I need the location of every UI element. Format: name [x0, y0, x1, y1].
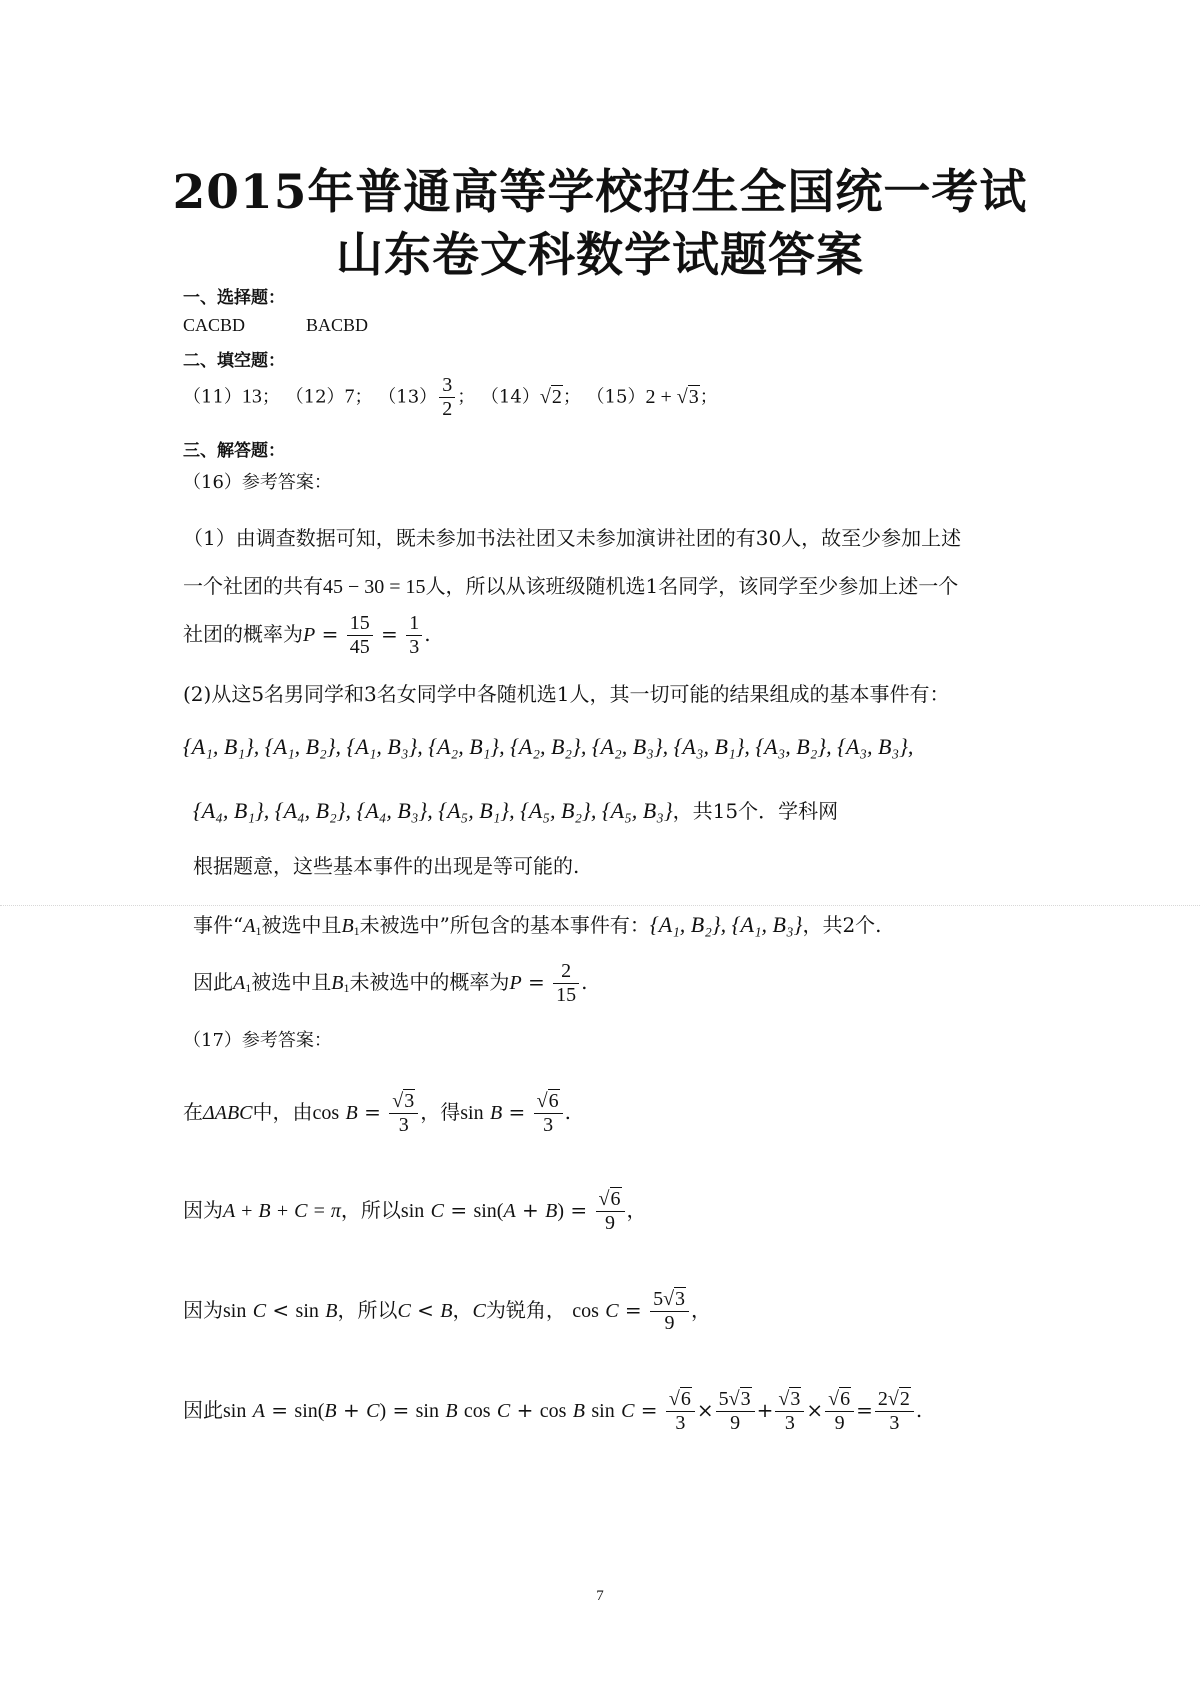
- q16-p1-text-a: 一个社团的共有: [183, 574, 323, 598]
- fill-answers: [183, 374, 718, 421]
- semicolon: ；: [562, 386, 581, 408]
- q16-p2-event-sets: {A₁, B₂}, {A₁, B₃}: [649, 912, 803, 937]
- numerator: 15: [347, 612, 373, 636]
- q16-p1-line3: 社团的概率为P = $\frac{15}{45}$ = $\frac{1}{3}$ .: [183, 612, 431, 658]
- q16-p2-line4: 根据题意，这些基本事件的出现是等可能的.: [193, 854, 580, 878]
- frac-result: $\frac{2√2}{3}$: [875, 1388, 914, 1435]
- q16-p1-expression: 45 − 30 = 15: [323, 576, 426, 598]
- text: 被选中且: [261, 913, 342, 937]
- text: ，所以: [337, 1298, 398, 1322]
- q17-line4: 因此sin A = sin(B + C) = sin B cos C + cos B sin C = $\frac{√6}{3}$ × $\frac{5√3}{9}$ + $\frac{√3}{3}$ × $\frac{√6}{9}$ = $\frac{2√2}{3}$ .: [183, 1388, 923, 1434]
- title-line-2: 山东卷文科数学试题答案: [336, 228, 864, 283]
- semicolon: ；: [457, 386, 476, 408]
- q17-line2: 因为A + B + C = π，所以sin C = sin(A + B) = $\frac{√6}{9}$ ，: [183, 1188, 647, 1234]
- q16-p1-line2: [183, 576, 958, 597]
- q11-label: （11）: [183, 386, 242, 408]
- q16-p2-line1: (2)从这5名男同学和3名女同学中各随机选1人，其一切可能的结果组成的基本事件有：: [183, 682, 950, 706]
- scan-dotted-line: [0, 905, 1200, 906]
- text: 因此: [183, 1398, 223, 1422]
- text: ，所以: [340, 1198, 401, 1222]
- numerator: 2: [553, 960, 579, 984]
- triangle-abc: ΔABC: [203, 1102, 253, 1124]
- text: 为锐角，: [485, 1298, 566, 1322]
- text: 被选中且: [251, 970, 332, 994]
- text: 中，由: [252, 1100, 313, 1124]
- q17-line1: 在ΔABC中，由cos B = $\frac{√3}{3}$ ，得sin B = $\frac{√6}{3}$ .: [183, 1090, 571, 1136]
- q13-fraction: [439, 374, 455, 421]
- denominator: 15: [556, 984, 577, 1006]
- text: 因此: [193, 970, 233, 994]
- choice-answers-1-5: CACBD: [183, 315, 246, 335]
- denominator: 3: [409, 636, 420, 658]
- q15-answer: 2 + √3: [645, 385, 699, 408]
- q16-p2-sets-line1: {A₁, B₁}, {A₁, B₂}, {A₁, B₃}, {A₂, B₁}, {A₂, B₂}, {A₂, B₃}, {A₃, B₁}, {A₃, B₂}, {A₃, B₃},: [183, 734, 914, 759]
- text: 事件“: [193, 913, 244, 937]
- sinB-fraction: $\frac{√6}{3}$: [534, 1090, 563, 1137]
- frac-b: $\frac{5√3}{9}$: [716, 1388, 755, 1435]
- text: ，共2个.: [802, 913, 882, 937]
- title-line-1: 2015年普通高等学校招生全国统一考试: [172, 165, 1028, 220]
- sinC-fraction: $\frac{√6}{9}$: [596, 1188, 625, 1235]
- q16-p2-count: ，共15个．学科网: [672, 799, 839, 823]
- q16-p2-fraction: [553, 960, 579, 1007]
- q14-label: （14）: [480, 386, 540, 408]
- semicolon: ；: [261, 386, 280, 408]
- section-heading-solve: 三、解答题：: [183, 441, 285, 461]
- q13-denominator: 2: [442, 398, 453, 420]
- q15-radicand: 3: [688, 385, 699, 408]
- q13-numerator: 3: [439, 374, 455, 398]
- q16-p1-prob-text: 社团的概率为: [183, 622, 303, 646]
- choice-answers: [183, 316, 368, 334]
- text: 因为: [183, 1298, 223, 1322]
- q15-label: （15）: [586, 386, 646, 408]
- choice-answers-6-10: BACBD: [306, 315, 369, 335]
- q16-p1-fraction-1: [347, 612, 373, 659]
- frac-c: $\frac{√3}{3}$: [775, 1388, 804, 1435]
- q16-p2-sets-line2: [193, 800, 838, 822]
- semicolon: ；: [699, 386, 718, 408]
- text: 未被选中的概率为: [349, 970, 510, 994]
- q16-p2-line6: 因此$A_1$被选中且$B_1$未被选中的概率为P = $\frac{2}{15}$ .: [193, 960, 588, 1006]
- q16-label: （16）参考答案：: [183, 472, 332, 493]
- text: 未被选中”所包含的基本事件有：: [359, 913, 650, 937]
- q17-label: （17）参考答案：: [183, 1030, 332, 1051]
- text: ，: [452, 1298, 473, 1322]
- numerator: 1: [406, 612, 422, 636]
- cosB-fraction: $\frac{√3}{3}$: [389, 1090, 418, 1137]
- q16-p2-sets: {A₄, B₁}, {A₄, B₂}, {A₄, B₃}, {A₅, B₁}, {A₅, B₂}, {A₅, B₃}: [193, 798, 673, 823]
- q13-label: （13）: [378, 386, 438, 408]
- q11-answer: 13: [241, 385, 262, 408]
- q16-p2-line5: 事件“$A_1$被选中且$B_1$未被选中”所包含的基本事件有：{A₁, B₂}, {A₁, B₃}，共2个.: [193, 912, 882, 938]
- q17-line3: 因为sin C < sin B，所以C < B，C为锐角， cos C = $\frac{5√3}{9}$ ，: [183, 1288, 712, 1334]
- text: ，得: [420, 1100, 461, 1124]
- q16-p1-line1: （1）由调查数据可知，既未参加书法社团又未参加演讲社团的有30人，故至少参加上述: [183, 526, 962, 550]
- text: 因为: [183, 1198, 223, 1222]
- semicolon: ；: [354, 386, 373, 408]
- page-number: 7: [596, 1588, 604, 1604]
- q12-label: （12）: [285, 386, 345, 408]
- q15-integer: 2: [645, 385, 656, 408]
- denominator: 45: [349, 636, 370, 658]
- frac-a: $\frac{√6}{3}$: [666, 1388, 695, 1435]
- cosC-fraction: $\frac{5√3}{9}$: [650, 1288, 689, 1335]
- section-heading-choice: 一、选择题：: [183, 288, 285, 308]
- q14-answer: √2: [539, 385, 562, 408]
- q16-p1-text-b: 人，所以从该班级随机选1名同学，该同学至少参加上述一个: [425, 574, 959, 598]
- frac-d: $\frac{√6}{9}$: [825, 1388, 854, 1435]
- q14-radicand: 2: [551, 385, 562, 408]
- q12-answer: 7: [344, 385, 355, 408]
- angle-sum: A + B + C = π: [223, 1200, 341, 1222]
- q16-p1-fraction-2: [406, 612, 422, 659]
- section-heading-fill: 二、填空题：: [183, 351, 285, 371]
- text: 在: [183, 1100, 203, 1124]
